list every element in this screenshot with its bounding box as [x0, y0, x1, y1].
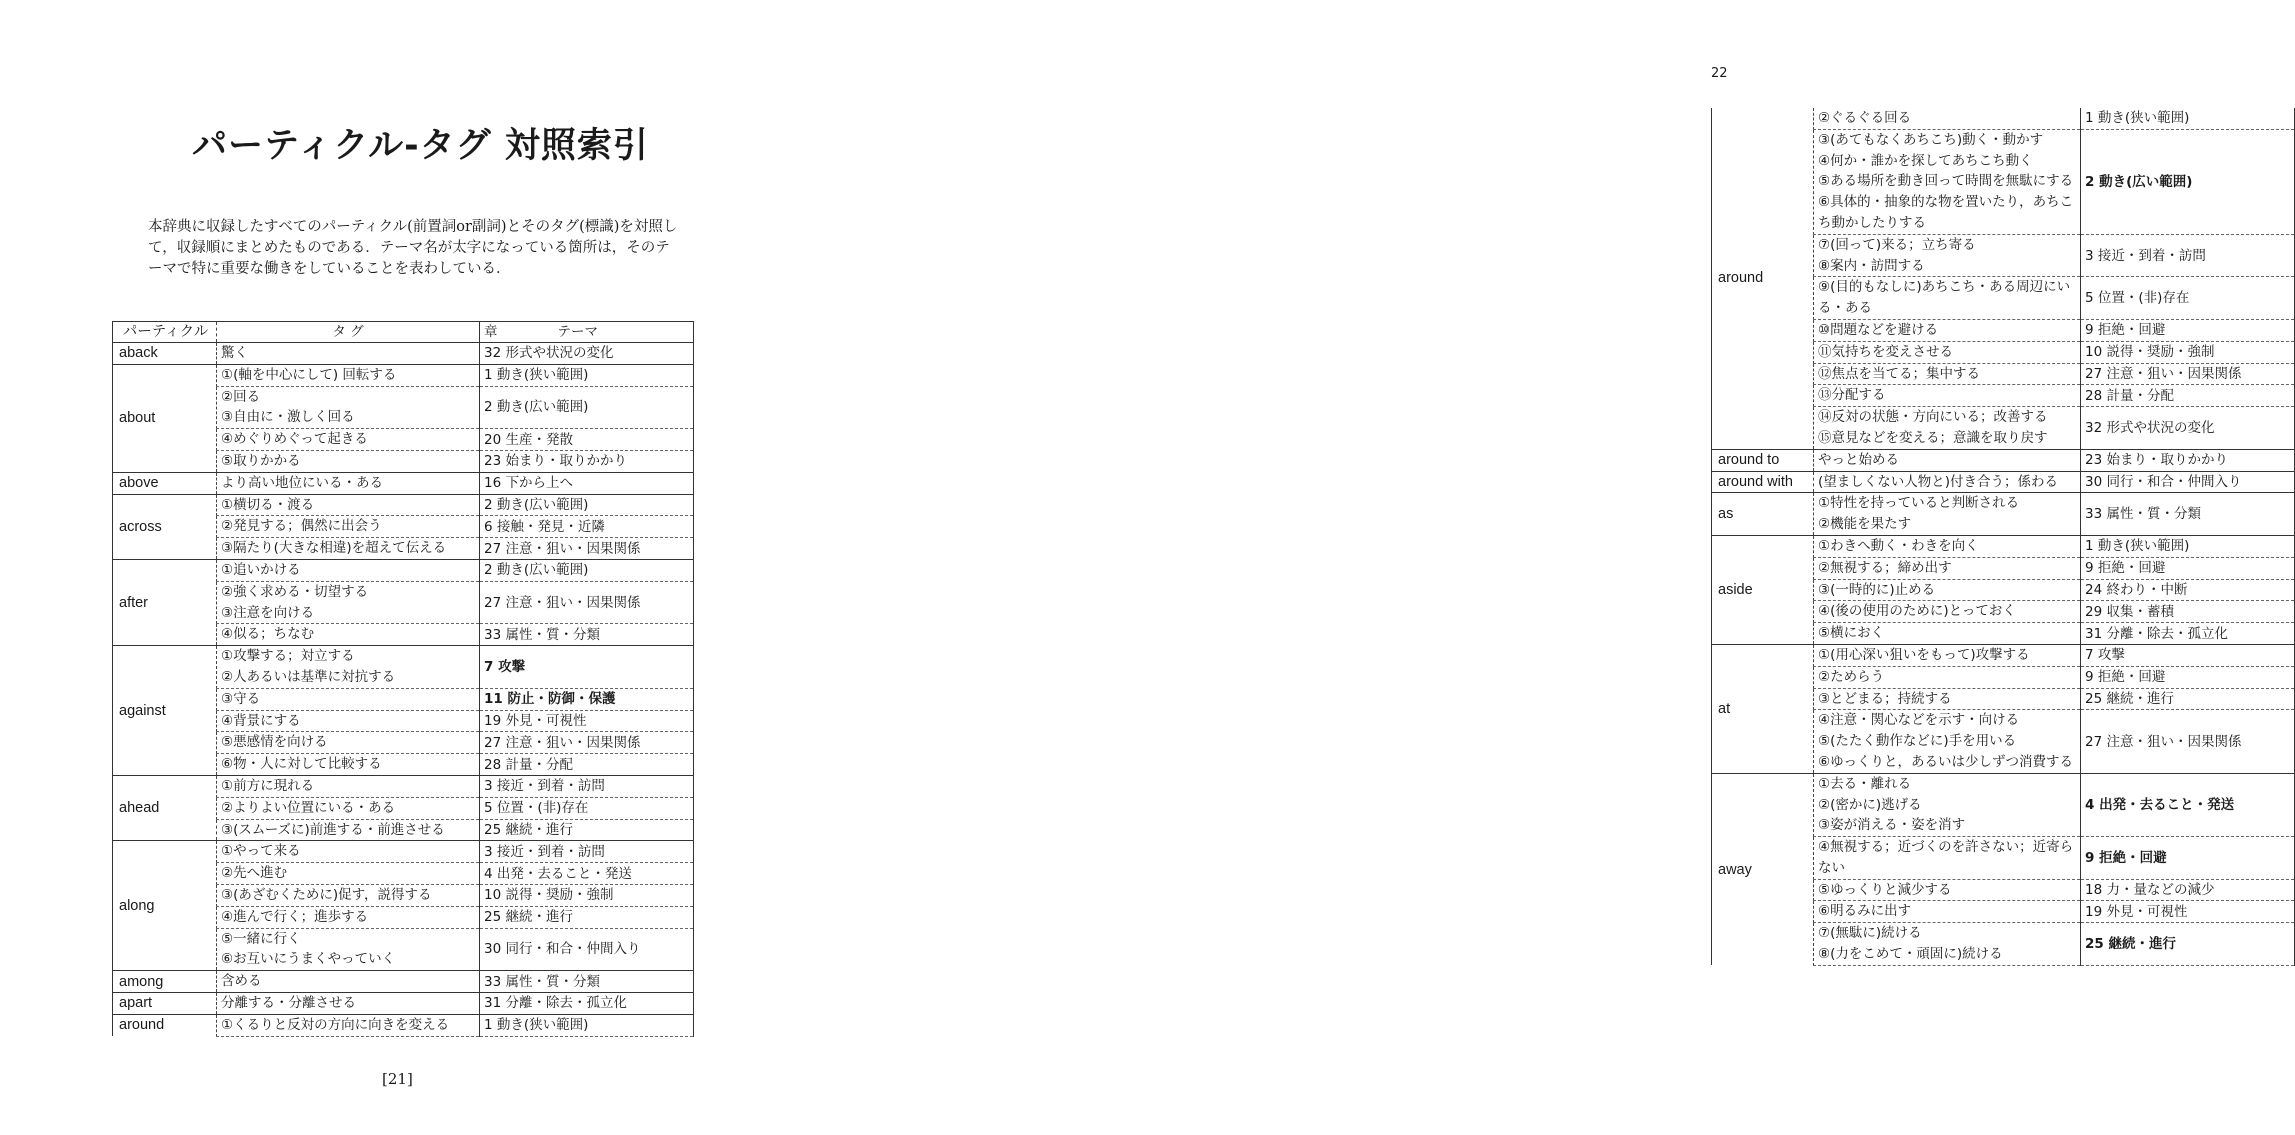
tag-text: ④無視する；近づくのを許さない；近寄らない	[1818, 839, 2074, 876]
theme-cell: 4 出発・去ること・発送	[480, 863, 694, 885]
tag-cell	[217, 516, 480, 538]
header-particle: パーティクル	[113, 322, 217, 343]
tag-text: ⑫焦点を当てる；集中する	[1818, 365, 1980, 382]
theme-cell: 9 拒絶・回避	[2081, 837, 2295, 880]
index-table-left	[112, 321, 694, 1037]
theme-cell: 1 動き(狭い範囲)	[2081, 535, 2295, 557]
theme-cell: 4 出発・去ること・発送	[2081, 773, 2295, 836]
index-row	[113, 646, 694, 689]
tag-text: ①(用心深い狙いをもって)攻撃する	[1818, 646, 2030, 663]
page-footer: [21]	[382, 1070, 413, 1088]
tag-text: ②ためらう	[1818, 668, 1885, 685]
particle-cell: around with	[1712, 471, 1814, 493]
theme-cell: 18 力・量などの減少	[2081, 879, 2295, 901]
tag-text: ⑤(たたく動作などに)手を用いる	[1818, 733, 2017, 750]
tag-cell	[1814, 623, 2081, 645]
tag-cell	[217, 775, 480, 797]
tag-cell	[1814, 666, 2081, 688]
theme-cell: 32 形式や状況の変化	[480, 343, 694, 365]
tag-cell	[217, 386, 480, 429]
tag-cell	[217, 992, 480, 1014]
tag-cell	[1814, 385, 2081, 407]
index-row	[113, 364, 694, 386]
tag-text: ②無視する；締め出す	[1818, 559, 1952, 576]
tag-text: ④めぐりめぐって起きる	[221, 431, 368, 448]
tag-text: ③(あてもなくあちこち)動く・動かす	[1818, 131, 2044, 148]
tag-cell	[1814, 601, 2081, 623]
tag-cell	[217, 343, 480, 365]
theme-cell: 19 外見・可視性	[2081, 901, 2295, 923]
theme-cell: 33 属性・質・分類	[480, 971, 694, 993]
theme-cell: 3 接近・到着・訪問	[480, 775, 694, 797]
theme-cell: 1 動き(狭い範囲)	[480, 364, 694, 386]
theme-cell: 3 接近・到着・訪問	[2081, 234, 2295, 277]
tag-text: ②人あるいは基準に対抗する	[221, 668, 396, 685]
theme-cell: 29 収集・蓄積	[2081, 601, 2295, 623]
particle-cell: across	[113, 494, 217, 559]
particle-cell: about	[113, 364, 217, 472]
index-row	[1712, 108, 2295, 129]
index-row	[113, 494, 694, 516]
tag-cell	[217, 581, 480, 624]
tag-text: ⑥具体的・抽象的な物を置いたり，あちこち動かしたりする	[1818, 194, 2074, 231]
tag-cell	[217, 688, 480, 710]
tag-cell	[217, 884, 480, 906]
tag-text: ①(軸を中心にして) 回転する	[221, 366, 397, 383]
tag-text: ④進んで行く；進歩する	[221, 908, 369, 925]
tag-cell	[217, 906, 480, 928]
theme-cell: 1 動き(狭い範囲)	[2081, 108, 2295, 129]
particle-cell: around to	[1712, 449, 1814, 471]
index-row	[1712, 644, 2295, 666]
tag-text: ②先へ進む	[221, 865, 288, 882]
theme-cell: 25 継続・進行	[2081, 688, 2295, 710]
theme-cell: 2 動き(広い範囲)	[480, 494, 694, 516]
tag-text: ⑦(回って)来る；立ち寄る	[1818, 236, 1976, 253]
tag-text: より高い地位にいる・ある	[221, 474, 383, 491]
tag-cell	[1814, 579, 2081, 601]
tag-cell	[217, 472, 480, 494]
tag-text: ①去る・離れる	[1818, 775, 1912, 792]
index-row	[1712, 471, 2295, 493]
table-header	[113, 322, 694, 343]
tag-cell	[217, 841, 480, 863]
particle-cell: among	[113, 971, 217, 993]
tag-cell	[1814, 837, 2081, 880]
index-row	[113, 472, 694, 494]
theme-cell: 25 継続・進行	[2081, 923, 2295, 966]
particle-cell: after	[113, 559, 217, 645]
tag-text: ②よりよい位置にいる・ある	[221, 799, 396, 816]
theme-cell: 10 説得・奨励・強制	[480, 884, 694, 906]
index-row	[1712, 535, 2295, 557]
tag-cell	[1814, 557, 2081, 579]
header-chapter: 章	[484, 324, 498, 340]
particle-cell: aside	[1712, 535, 1814, 644]
index-row	[113, 971, 694, 993]
tag-text: ②機能を果たす	[1818, 516, 1912, 533]
theme-cell: 30 同行・和合・仲間入り	[2081, 471, 2295, 493]
index-row	[113, 841, 694, 863]
theme-cell: 3 接近・到着・訪問	[480, 841, 694, 863]
tag-text: ③(一時的に)止める	[1818, 581, 1936, 598]
tag-cell	[217, 819, 480, 841]
theme-cell: 2 動き(広い範囲)	[480, 386, 694, 429]
tag-text: ③守る	[221, 690, 261, 707]
tag-cell	[1814, 644, 2081, 666]
particle-cell: as	[1712, 493, 1814, 536]
tag-cell	[217, 928, 480, 971]
tag-text: ①攻撃する；対立する	[221, 648, 355, 665]
tag-text: ⑩問題などを避ける	[1818, 321, 1939, 338]
particle-cell: at	[1712, 644, 1814, 773]
index-row	[113, 775, 694, 797]
tag-text: ⑭反対の状態・方向にいる；改善する	[1818, 409, 2048, 426]
tag-text: ②発見する；偶然に出会う	[221, 518, 382, 535]
tag-cell	[1814, 234, 2081, 277]
tag-text: ⑧(力をこめて・頑固に)続ける	[1818, 946, 2003, 963]
theme-cell: 10 説得・奨励・強制	[2081, 341, 2295, 363]
tag-text: ④(後の使用のために)とっておく	[1818, 603, 2016, 620]
tag-text: ①前方に現れる	[221, 777, 315, 794]
index-row	[1712, 449, 2295, 471]
theme-cell: 20 生産・発散	[480, 429, 694, 451]
page-number: 22	[1711, 66, 1728, 81]
theme-cell: 24 終わり・中断	[2081, 579, 2295, 601]
theme-cell: 9 拒絶・回避	[2081, 557, 2295, 579]
tag-text: ⑧案内・訪問する	[1818, 257, 1925, 274]
index-row	[113, 343, 694, 365]
tag-text: ⑤ある場所を動き回って時間を無駄にする	[1818, 173, 2074, 190]
theme-cell: 5 位置・(非)存在	[2081, 277, 2295, 320]
theme-cell: 11 防止・防御・保護	[480, 688, 694, 710]
tag-cell	[1814, 129, 2081, 234]
tag-text: ①追いかける	[221, 561, 301, 578]
tag-cell	[1814, 277, 2081, 320]
tag-cell	[1814, 535, 2081, 557]
particle-cell: ahead	[113, 775, 217, 840]
tag-text: ⑥お互いにうまくやっていく	[221, 951, 396, 968]
theme-cell: 30 同行・和合・仲間入り	[480, 928, 694, 971]
page-title: パーティクル-タグ 対照索引	[192, 126, 649, 166]
tag-cell	[1814, 710, 2081, 773]
header-theme	[480, 322, 694, 343]
theme-cell: 28 計量・分配	[2081, 385, 2295, 407]
header-theme-label: テーマ	[557, 324, 598, 340]
theme-cell: 33 属性・質・分類	[2081, 493, 2295, 536]
tag-text: ⑥物・人に対して比較する	[221, 756, 382, 773]
tag-cell	[1814, 493, 2081, 536]
tag-text: ③隔たり(大きな相違)を超えて伝える	[221, 540, 447, 557]
tag-text: ⑤取りかかる	[221, 452, 301, 469]
theme-cell: 28 計量・分配	[480, 754, 694, 776]
tag-cell	[1814, 449, 2081, 471]
particle-cell: against	[113, 646, 217, 776]
tag-cell	[217, 429, 480, 451]
theme-cell: 19 外見・可視性	[480, 710, 694, 732]
particle-cell: apart	[113, 992, 217, 1014]
tag-text: ⑮意見などを変える；意識を取り戻す	[1818, 429, 2048, 446]
tag-cell	[1814, 471, 2081, 493]
tag-cell	[1814, 363, 2081, 385]
tag-cell	[217, 646, 480, 689]
tag-cell	[217, 494, 480, 516]
tag-cell	[1814, 901, 2081, 923]
tag-cell	[217, 863, 480, 885]
tag-cell	[1814, 407, 2081, 450]
tag-cell	[217, 710, 480, 732]
theme-cell: 2 動き(広い範囲)	[480, 559, 694, 581]
particle-cell: above	[113, 472, 217, 494]
tag-cell	[217, 364, 480, 386]
index-row	[113, 992, 694, 1014]
theme-cell: 6 接触・発見・近隣	[480, 516, 694, 538]
tag-cell	[1814, 688, 2081, 710]
tag-text: ⑪気持ちを変えさせる	[1818, 343, 1953, 360]
tag-text: 分離する・分離させる	[221, 994, 356, 1011]
particle-cell: around	[113, 1014, 217, 1036]
tag-text: ⑥ゆっくりと，あるいは少しずつ消費する	[1818, 753, 2073, 770]
theme-cell: 23 始まり・取りかかり	[480, 450, 694, 472]
tag-text: ①やって来る	[221, 843, 301, 860]
tag-text: やっと始める	[1818, 451, 1899, 468]
theme-cell: 5 位置・(非)存在	[480, 797, 694, 819]
tag-text: ④背景にする	[221, 712, 301, 729]
tag-text: ②ぐるぐる回る	[1818, 110, 1912, 126]
tag-cell	[217, 624, 480, 646]
tag-text: ⑤一緒に行く	[221, 930, 301, 947]
tag-text: 驚く	[221, 345, 248, 361]
tag-text: ①横切る・渡る	[221, 496, 315, 513]
tag-cell	[1814, 879, 2081, 901]
tag-cell	[1814, 108, 2081, 129]
theme-cell: 25 継続・進行	[480, 906, 694, 928]
index-row	[113, 559, 694, 581]
index-row	[113, 1014, 694, 1036]
tag-text: ④似る；ちなむ	[221, 626, 315, 643]
tag-text: ③(あざむくために)促す，説得する	[221, 886, 432, 903]
theme-cell: 9 拒絶・回避	[2081, 666, 2295, 688]
tag-text: ②回る	[221, 388, 261, 405]
header-tag: タ グ	[217, 322, 480, 343]
tag-text: ②(密かに)逃げる	[1818, 796, 1922, 813]
theme-cell: 2 動き(広い範囲)	[2081, 129, 2295, 234]
tag-text: ⑤ゆっくりと減少する	[1818, 881, 1952, 898]
tag-cell	[217, 732, 480, 754]
theme-cell: 27 注意・狙い・因果関係	[2081, 710, 2295, 773]
left-page	[0, 0, 800, 1135]
index-row	[1712, 493, 2295, 536]
theme-cell: 1 動き(狭い範囲)	[480, 1014, 694, 1036]
particle-cell: around	[1712, 108, 1814, 449]
index-table-right	[1711, 108, 2295, 966]
tag-cell	[217, 797, 480, 819]
theme-cell: 7 攻撃	[480, 646, 694, 689]
tag-text: ①くるりと反対の方向に向きを変える	[221, 1016, 450, 1033]
tag-cell	[217, 559, 480, 581]
theme-cell: 27 注意・狙い・因果関係	[2081, 363, 2295, 385]
particle-cell: along	[113, 841, 217, 971]
tag-text: ④注意・関心などを示す・向ける	[1818, 712, 2020, 729]
tag-cell	[217, 971, 480, 993]
theme-cell: 16 下から上へ	[480, 472, 694, 494]
theme-cell: 31 分離・除去・孤立化	[2081, 623, 2295, 645]
theme-cell: 31 分離・除去・孤立化	[480, 992, 694, 1014]
tag-text: (望ましくない人物と)付き合う；係わる	[1818, 473, 2059, 490]
tag-text: ⑥明るみに出す	[1818, 903, 1912, 920]
theme-cell: 23 始まり・取りかかり	[2081, 449, 2295, 471]
tag-text: ⑦(無駄に)続ける	[1818, 925, 1922, 942]
theme-cell: 27 注意・狙い・因果関係	[480, 538, 694, 560]
tag-cell	[217, 538, 480, 560]
intro-paragraph	[148, 217, 678, 280]
tag-text: ⑨(目的もなしに)あちこち・ある周辺にいる・ある	[1818, 279, 2071, 317]
theme-cell: 32 形式や状況の変化	[2081, 407, 2295, 450]
tag-text: ③姿が消える・姿を消す	[1818, 817, 1966, 834]
theme-cell: 33 属性・質・分類	[480, 624, 694, 646]
theme-cell: 9 拒絶・回避	[2081, 319, 2295, 341]
tag-text: ③自由に・激しく回る	[221, 409, 355, 426]
right-page	[800, 0, 2242, 1135]
tag-text: ⑬分配する	[1818, 387, 1886, 404]
tag-cell	[1814, 923, 2081, 966]
index-row	[1712, 773, 2295, 836]
tag-cell	[1814, 341, 2081, 363]
tag-cell	[1814, 773, 2081, 836]
tag-cell	[217, 754, 480, 776]
tag-cell	[217, 1014, 480, 1036]
tag-text: ④何か・誰かを探してあちこち動く	[1818, 152, 2033, 169]
tag-text: ①わきへ動く・わきを向く	[1818, 537, 1979, 554]
tag-text: ②強く求める・切望する	[221, 583, 369, 600]
particle-cell: aback	[113, 343, 217, 365]
theme-cell: 7 攻撃	[2081, 644, 2295, 666]
tag-cell	[217, 450, 480, 472]
tag-text: ⑤横におく	[1818, 625, 1885, 642]
theme-cell: 25 継続・進行	[480, 819, 694, 841]
tag-text: ①特性を持っていると判断される	[1818, 495, 2020, 512]
tag-text: ⑤悪感情を向ける	[221, 734, 328, 751]
tag-text: ③注意を向ける	[221, 604, 315, 621]
tag-text: ③とどまる；持続する	[1818, 690, 1952, 707]
theme-cell: 27 注意・狙い・因果関係	[480, 732, 694, 754]
particle-cell: away	[1712, 773, 1814, 965]
tag-text: ③(スムーズに)前進する・前進させる	[221, 821, 445, 838]
tag-text: 含める	[221, 973, 262, 990]
theme-cell: 27 注意・狙い・因果関係	[480, 581, 694, 624]
intro-text: 本辞典に収録したすべてのパーティクル(前置詞or副詞)とそのタグ(標識)を対照して，収録順にまとめたものである．テーマ名が太字になっている箇所は，そのテーマで特に重要な働きをしていることを表わしている．	[148, 219, 678, 277]
tag-cell	[1814, 319, 2081, 341]
